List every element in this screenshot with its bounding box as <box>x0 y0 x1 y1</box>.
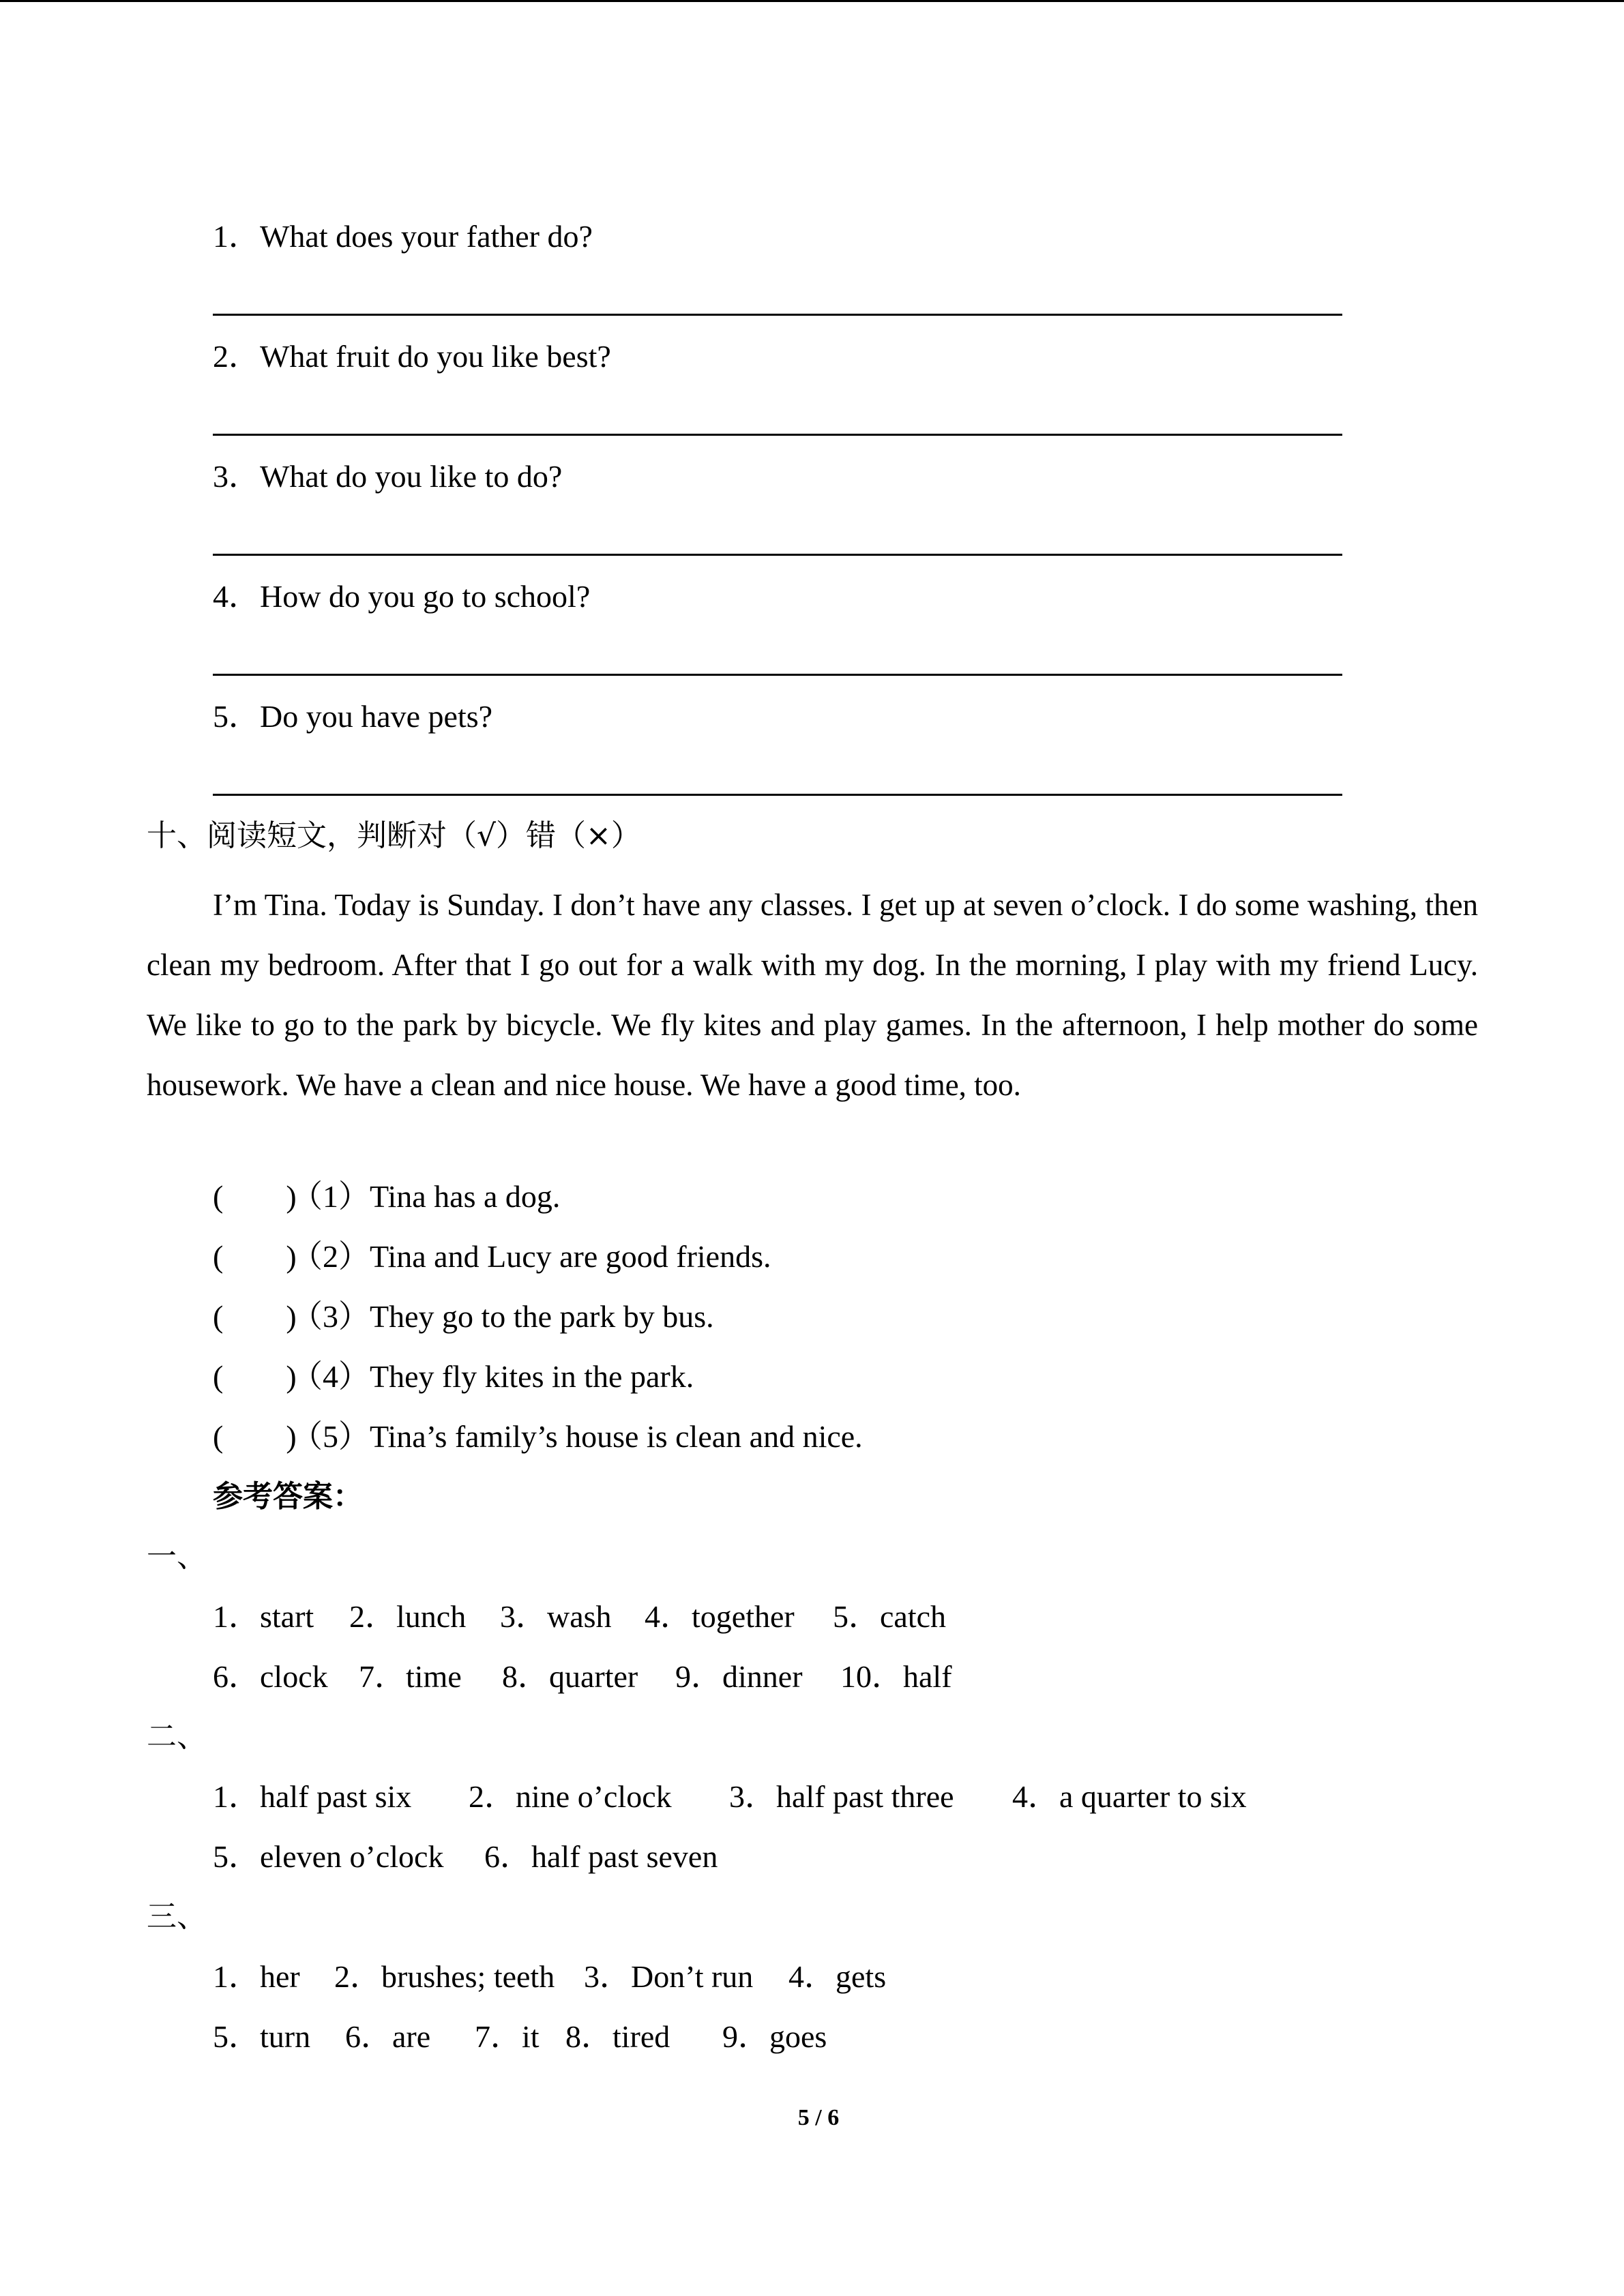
answers-section-1-row-1 <box>213 1596 946 1637</box>
answer-item: 7．time <box>359 1659 462 1694</box>
item-text: They fly kites in the park. <box>370 1359 694 1394</box>
answers-section-2-row-1 <box>213 1776 1247 1817</box>
answer-item: 8．tired <box>565 2019 670 2054</box>
answer-item: 6．clock <box>213 1659 328 1694</box>
answers-section-3-row-2 <box>213 2016 827 2057</box>
answer-item: 9．dinner <box>675 1659 803 1694</box>
item-number: （2） <box>291 1239 370 1274</box>
item-number: （5） <box>291 1419 370 1454</box>
reading-passage <box>147 875 1478 1115</box>
answer-item: 1．start <box>213 1599 314 1634</box>
answer-item: 4．together <box>645 1599 795 1634</box>
answer-paren: ( ) <box>213 1419 297 1454</box>
item-text: They go to the park by bus. <box>370 1299 714 1334</box>
answers-title: 参考答案： <box>213 1479 363 1514</box>
answer-item: 2．brushes; teeth <box>334 1959 555 1994</box>
item-text: Tina has a dog. <box>370 1179 561 1214</box>
page-top-border <box>0 0 1624 2</box>
answer-line-3 <box>213 554 1342 556</box>
answer-item: 2．lunch <box>349 1599 467 1634</box>
item-text: Tina and Lucy are good friends. <box>370 1239 771 1274</box>
answer-paren: ( ) <box>213 1299 297 1334</box>
answer-paren: ( ) <box>213 1239 297 1274</box>
item-text: Tina’s family’s house is clean and nice. <box>370 1419 863 1454</box>
answers-section-3-row-1 <box>213 1956 886 1997</box>
passage-text: I’m Tina. Today is Sunday. I don’t have any classes. I get up at seven o’clock. I do some washing, then clean my bedroom. After that I go out for a walk with my dog. In the morning, I play with my friend Lucy. We like to go to the park by bicycle. We fly kites and play games. In the afternoon, I help mother do some housework. We have a clean and nice house. We have a good time, too. <box>147 888 1478 1102</box>
answer-item: 5．turn <box>213 2019 311 2054</box>
question-5: 5．Do you have pets? <box>213 699 493 734</box>
answer-item: 9．goes <box>722 2019 827 2054</box>
question-3: 3．What do you like to do? <box>213 459 563 494</box>
answer-item: 4．gets <box>788 1959 887 1994</box>
answer-paren: ( ) <box>213 1179 297 1214</box>
answer-item: 3．Don’t run <box>584 1959 754 1994</box>
tf-item-3 <box>213 1296 714 1337</box>
answer-item: 3．half past three <box>729 1779 954 1814</box>
answer-item: 8．quarter <box>502 1659 638 1694</box>
answer-item: 6．are <box>345 2019 431 2054</box>
answer-item: 5．catch <box>833 1599 947 1634</box>
answer-item: 7．it <box>475 2019 540 2054</box>
answers-section-2-row-2 <box>213 1836 718 1877</box>
page-number: 5 / 6 <box>797 2105 840 2130</box>
tf-item-4 <box>213 1356 694 1397</box>
answer-line-5 <box>213 794 1342 796</box>
answer-item: 6．half past seven <box>484 1839 718 1874</box>
answer-item: 1．her <box>213 1959 300 1994</box>
question-4: 4．How do you go to school? <box>213 579 591 614</box>
answers-section-1-row-2 <box>213 1656 952 1697</box>
answer-line-4 <box>213 674 1342 676</box>
answer-item: 10．half <box>840 1659 952 1694</box>
answer-line-2 <box>213 434 1342 436</box>
tf-item-5 <box>213 1416 863 1457</box>
answer-item: 2．nine o’clock <box>469 1779 672 1814</box>
answer-item: 5．eleven o’clock <box>213 1839 444 1874</box>
answer-item: 4．a quarter to six <box>1012 1779 1247 1814</box>
item-number: （4） <box>291 1359 370 1394</box>
answer-item: 3．wash <box>500 1599 612 1634</box>
tf-item-2 <box>213 1236 771 1277</box>
answers-section-1-label: 一、 <box>147 1539 207 1574</box>
tf-item-1 <box>213 1176 560 1217</box>
answer-line-1 <box>213 314 1342 316</box>
question-2: 2．What fruit do you like best? <box>213 339 611 374</box>
answers-section-3-label: 三、 <box>147 1899 207 1934</box>
item-number: （1） <box>291 1179 370 1214</box>
section-10-heading: 十、阅读短文，判断对（√）错（×） <box>147 818 641 853</box>
question-1: 1．What does your father do? <box>213 219 593 254</box>
item-number: （3） <box>291 1299 370 1334</box>
answer-paren: ( ) <box>213 1359 297 1394</box>
answers-section-2-label: 二、 <box>147 1719 207 1754</box>
answer-item: 1．half past six <box>213 1779 412 1814</box>
